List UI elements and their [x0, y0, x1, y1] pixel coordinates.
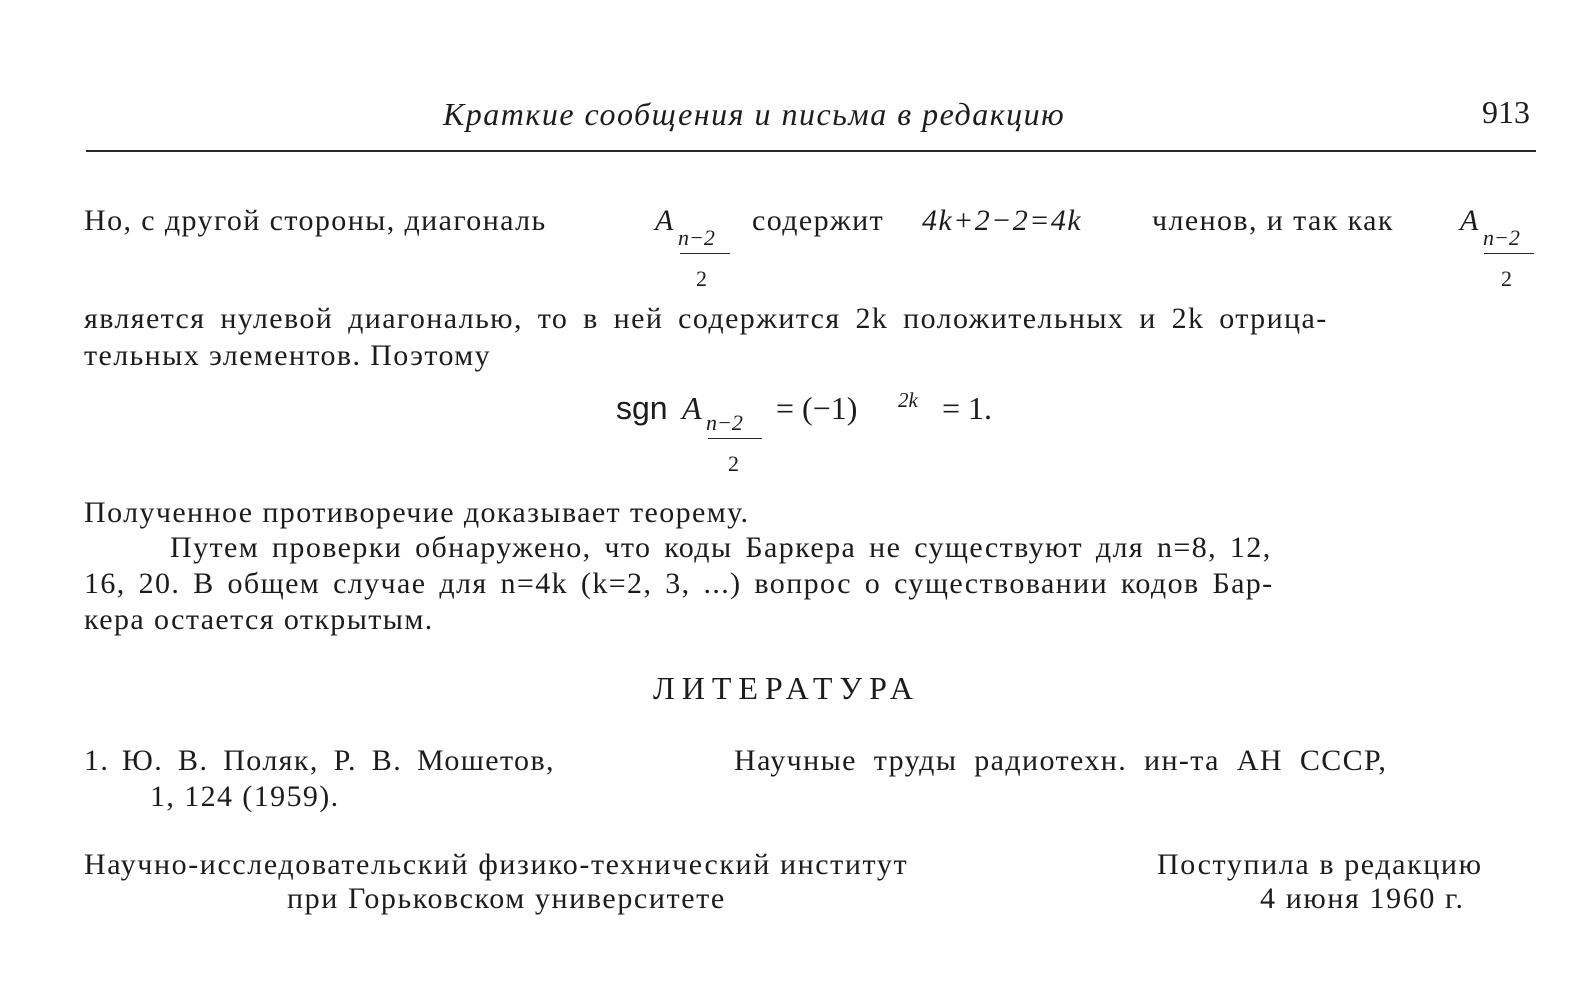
paragraph1-line3: тельных элементов. Поэтому [84, 339, 492, 372]
word-contains: содержит [752, 204, 885, 237]
equation-subscript-denominator: 2 [728, 451, 739, 476]
header-rule [86, 150, 1536, 152]
fraction-bar-2 [1484, 253, 1534, 254]
paragraph1-line1-start: Но, с другой стороны, диагональ [84, 204, 547, 237]
paragraph1-line1-mid: членов, и так как [1152, 204, 1394, 237]
subscript-fraction-numerator-2: n−2 [1483, 225, 1520, 250]
references-heading: ЛИТЕРАТУРА [653, 670, 920, 706]
equation-exponent: 2k [898, 388, 918, 412]
math-count: 4k+2−2=4k [922, 204, 1082, 237]
reference-number: 1. [84, 744, 110, 777]
paragraph3-line2: 16, 20. В общем случае для n=4k (k=2, 3, ...) вопрос о существовании кодов Бар- [84, 567, 1274, 600]
institution-line1: Научно-исследовательский физико-технический институт [84, 848, 909, 881]
symbol-a: A [655, 204, 675, 237]
running-title: Краткие сообщения и письма в редакцию [443, 96, 1066, 132]
equation-result: = 1. [942, 390, 993, 426]
paragraph3-line1: Путем проверки обнаружено, что коды Баркера не существуют для n=8, 12, [170, 531, 1272, 564]
paragraph1-line2: является нулевой диагональю, то в ней содержится 2k положительных и 2k отрица- [84, 302, 1328, 335]
subscript-fraction-numerator: n−2 [678, 225, 715, 250]
paragraph2-line1: Полученное противоречие доказывает теорему. [84, 496, 750, 529]
fraction-bar [680, 253, 730, 254]
equation-rhs: = (−1) [776, 390, 858, 426]
received-date: 4 июня 1960 г. [1260, 882, 1465, 915]
symbol-a-2: A [1460, 204, 1480, 237]
reference-title: Научные труды радиотехн. ин-та АН СССР, [734, 744, 1388, 777]
equation-sgn: sgn [616, 390, 668, 426]
subscript-fraction-denominator-2: 2 [1501, 266, 1512, 291]
equation-symbol-a: A [682, 390, 702, 426]
reference-details: 1, 124 (1959). [150, 780, 340, 813]
page-number: 913 [1482, 94, 1530, 130]
subscript-fraction-denominator: 2 [696, 266, 707, 291]
reference-authors: Ю. В. Поляк, Р. В. Мошетов, [122, 744, 555, 777]
equation-fraction-bar [708, 438, 762, 439]
paragraph3-line3: кера остается открытым. [84, 603, 434, 636]
institution-line2: при Горьковском университете [287, 882, 726, 915]
received-line1: Поступила в редакцию [1157, 848, 1483, 881]
equation-subscript-numerator: n−2 [706, 410, 743, 435]
